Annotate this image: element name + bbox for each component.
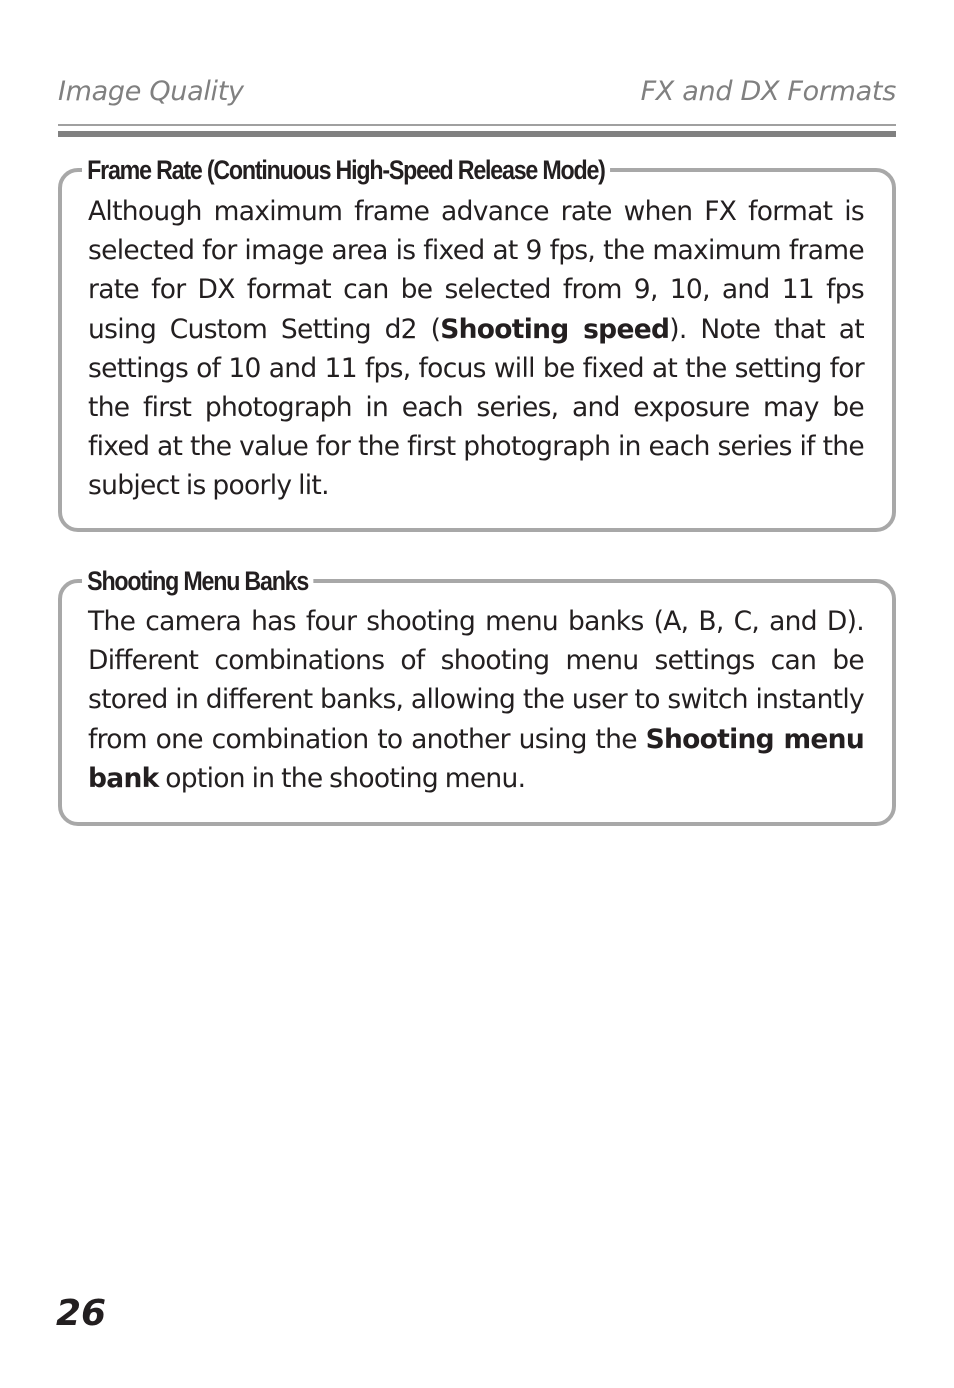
- note-box-title: Shooting Menu Banks: [82, 565, 313, 597]
- body-text: option in the shooting menu.: [158, 762, 526, 794]
- page-number: 26: [56, 1293, 107, 1334]
- body-text: The camera has four shooting menu banks (A, B, C, and D). Different combinations of shooting menu settings can be stored in different banks, allowing the user to switch instantly from one combination to another using the: [88, 606, 864, 755]
- body-text: ). Note that at settings of 10 and 11 fps, focus will be fixed at the setting for the first photograph in each series, and exposure may be fixed at the value for the first photograph in each series if the subject is poorly lit.: [88, 313, 864, 502]
- header-rule-thick: [58, 131, 896, 137]
- header-rule-thin: [58, 124, 896, 126]
- note-box-frame-rate: [58, 155, 896, 532]
- note-box-title: Frame Rate (Continuous High-Speed Release Mode): [82, 154, 610, 186]
- note-box-body: [88, 192, 864, 506]
- header-topic-title: FX and DX Formats: [640, 76, 896, 107]
- body-text: Although maximum frame advance rate when FX format is selected for image area is fixed at 9 fps, the maximum frame rate for DX format can be selected from 9, 10, and 11 fps using Custom Setting d2 (: [88, 196, 864, 345]
- menu-item-reference: Shooting menu bank: [88, 723, 864, 794]
- menu-item-reference: Shooting speed: [440, 313, 670, 345]
- note-box-body: [88, 602, 864, 798]
- note-box-shooting-menu-banks: [58, 566, 896, 826]
- header-section-title: Image Quality: [58, 76, 244, 107]
